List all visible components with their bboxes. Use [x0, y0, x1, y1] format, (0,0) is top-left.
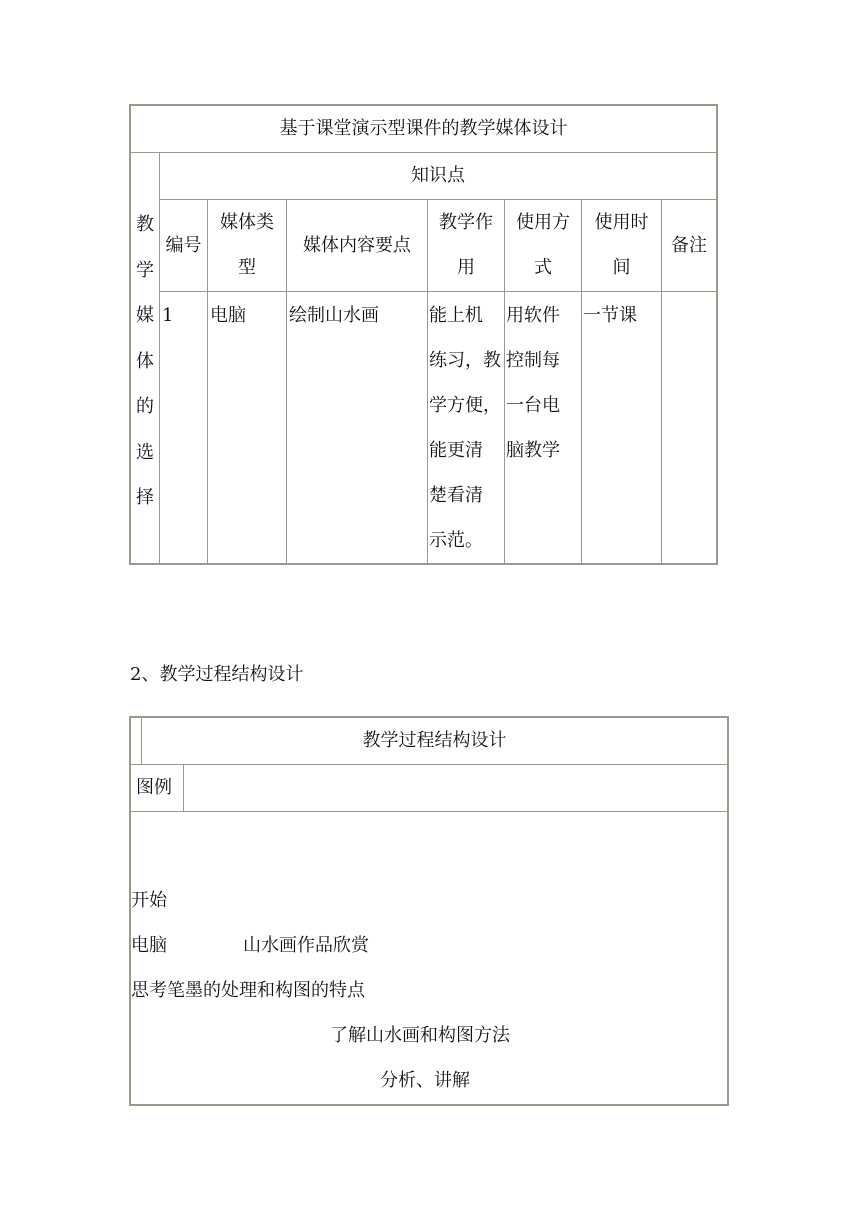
col-header-time	[582, 200, 661, 290]
flow-analyze: 分析、讲解	[380, 1070, 470, 1091]
col-header-line: 使用时	[594, 212, 649, 233]
col-header-line: 教学作	[439, 212, 493, 233]
cell-content: 绘制山水画	[289, 305, 379, 326]
side-char: 学	[136, 259, 154, 281]
cell-time: 一节课	[583, 305, 637, 326]
flow-computer: 电脑	[131, 935, 167, 956]
col-header-line: 媒体类	[220, 212, 274, 233]
cell-line: 能上机	[429, 305, 483, 326]
cell-line: 练习，教	[429, 350, 501, 371]
cell-number: 1	[162, 305, 174, 326]
side-char: 选	[136, 441, 154, 463]
side-char: 的	[136, 396, 154, 417]
col-header-line: 式	[534, 257, 552, 278]
cell-line: 学方便，	[429, 395, 501, 416]
cell-function	[429, 293, 501, 563]
cell-media-type: 电脑	[210, 305, 246, 326]
col-header-function	[428, 200, 504, 290]
col-header-note: 备注	[671, 235, 707, 256]
flow-appreciate: 山水画作品欣赏	[243, 935, 369, 956]
cell-line: 楚看清	[429, 485, 483, 506]
flow-think: 思考笔墨的处理和构图的特点	[131, 980, 365, 1001]
cell-line: 示范。	[429, 530, 483, 551]
cell-line: 脑教学	[506, 440, 560, 461]
cell-usage	[506, 293, 560, 473]
flow-start: 开始	[131, 890, 167, 911]
side-char: 媒	[136, 305, 154, 326]
col-header-content: 媒体内容要点	[303, 235, 411, 256]
cell-line: 一台电	[506, 395, 560, 416]
side-char: 教	[136, 214, 154, 235]
col-header-line: 间	[612, 257, 631, 278]
flow-understand: 了解山水画和构图方法	[330, 1025, 510, 1046]
legend-label: 图例	[136, 777, 172, 798]
cell-line: 能更清	[429, 440, 483, 461]
knowledge-point-header: 知识点	[411, 165, 465, 186]
side-char: 择	[136, 487, 154, 508]
col-header-number: 编号	[165, 235, 202, 256]
side-char: 体	[136, 350, 154, 372]
col-header-usage	[505, 200, 581, 290]
cell-line: 控制每	[506, 350, 560, 371]
cell-line: 用软件	[506, 305, 560, 326]
col-header-line: 使用方	[516, 212, 570, 233]
section-heading: 2、教学过程结构设计	[130, 664, 304, 685]
table1-title: 基于课堂演示型课件的教学媒体设计	[279, 118, 568, 139]
col-header-media-type	[208, 200, 286, 290]
col-header-line: 用	[457, 257, 475, 278]
table2-title: 教学过程结构设计	[362, 730, 507, 751]
table1-side-label	[131, 202, 159, 521]
col-header-line: 型	[238, 257, 256, 278]
